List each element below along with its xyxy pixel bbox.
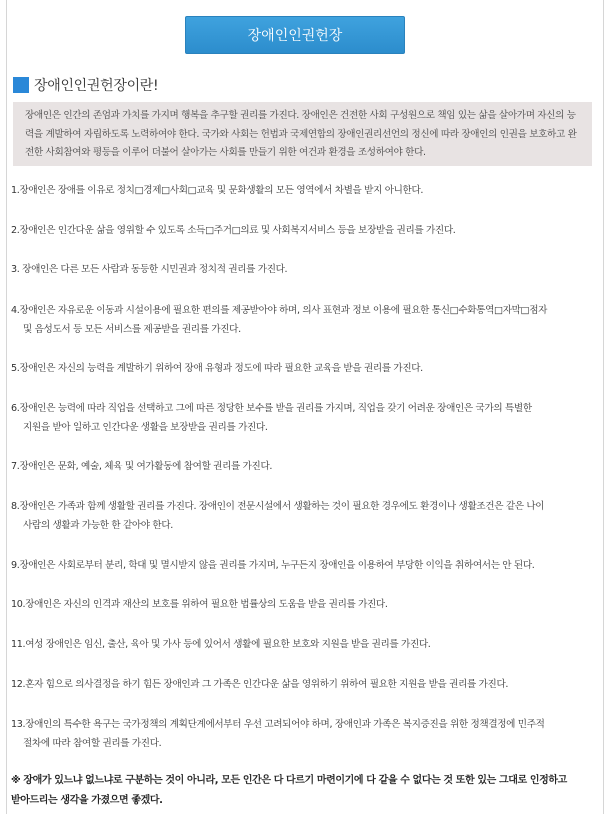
article-1-line1: 1.장애인은 장애를 이유로 정치□경제□사회□교육 및 문화생활의 모든 영역에서 차별을 받지 아니한다. — [11, 185, 424, 196]
article-3-line1: 3. 장애인은 다른 모든 사람과 동등한 시민권과 정치적 권리를 가진다. — [11, 264, 288, 275]
article-6 — [11, 399, 595, 437]
article-3 — [11, 260, 595, 279]
article-13 — [11, 715, 595, 753]
section-heading — [13, 76, 158, 94]
article-12-line1: 12.혼자 힘으로 의사결정을 하기 힘든 장애인과 그 가족은 인간다운 삶을 영위하기 위하여 필요한 지원을 받을 권리를 가진다. — [11, 679, 509, 690]
article-7-line1: 7.장애인은 문화, 예술, 체육 및 여가활동에 참여할 권리를 가진다. — [11, 461, 273, 472]
article-10-line1: 10.장애인은 자신의 인격과 재산의 보호를 위하여 필요한 법률상의 도움을 받을 권리를 가진다. — [11, 599, 388, 610]
closing-note — [11, 771, 595, 811]
closing-note-line1: ※ 장애가 있느냐 없느냐로 구분하는 것이 아니라, 모든 인간은 다 다르기 마련이기에 다 같을 수 없다는 것 또한 있는 그대로 인정하고 — [11, 775, 567, 786]
article-11-line1: 11.여성 장애인은 임신, 출산, 육아 및 가사 등에 있어서 생활에 필요한 보호와 지원을 받을 권리를 가진다. — [11, 639, 431, 650]
article-8-line1: 8.장애인은 가족과 함께 생활할 권리를 가진다. 장애인이 전문시설에서 생활하는 것이 필요한 경우에도 환경이나 생활조건은 같은 나이 — [11, 501, 545, 512]
article-8-line2: 사람의 생활과 가능한 한 같아야 한다. — [23, 520, 173, 531]
article-13-line1: 13.장애인의 특수한 욕구는 국가정책의 계획단계에서부터 우선 고려되어야 하며, 장애인과 가족은 복지증진을 위한 정책결정에 민주적 — [11, 719, 545, 730]
closing-note-line2: 받아드리는 생각을 가졌으면 좋겠다. — [11, 795, 163, 806]
article-2-line1: 2.장애인은 인간다운 삶을 영위할 수 있도록 소득□주거□의료 및 사회복지서비스 등을 보장받을 권리를 가진다. — [11, 225, 456, 236]
article-9 — [11, 556, 595, 575]
intro-paragraph: 장애인은 인간의 존엄과 가치를 가지며 행복을 추구할 권리를 가진다. 장애인은 건전한 사회 구성원으로 책임 있는 삶을 살아가며 자신의 능력을 계발하여 자립하도록 노력하여야 한다. 국가와 사회는 헌법과 국제연합의 장애인권리선언의 정신에 따라 장애인의 인권을 보호하고 완전한 사회참여와 평등을 이루어 더불어 살아가는 사회를 만들기 위한 여건과 환경을 조성하여야 한다. — [13, 102, 592, 166]
article-7 — [11, 457, 595, 476]
article-5-line1: 5.장애인은 자신의 능력을 계발하기 위하여 장애 유형과 정도에 따라 필요한 교육을 받을 권리를 가진다. — [11, 363, 423, 374]
article-2 — [11, 221, 595, 240]
article-4-line2: 및 음성도서 등 모든 서비스를 제공받을 권리를 가진다. — [23, 324, 241, 335]
article-5 — [11, 359, 595, 378]
article-6-line2: 지원을 받아 일하고 인간다운 생활을 보장받을 권리를 가진다. — [23, 422, 268, 433]
article-10 — [11, 595, 595, 614]
square-bullet-icon — [13, 77, 29, 93]
article-9-line1: 9.장애인은 사회로부터 분리, 학대 및 멸시받지 않을 권리를 가지며, 누구든지 장애인을 이용하여 부당한 이익을 취하여서는 안 된다. — [11, 560, 535, 571]
article-13-line2: 절차에 따라 참여할 권리를 가진다. — [23, 738, 162, 749]
article-8 — [11, 497, 595, 535]
article-12 — [11, 675, 595, 694]
charter-title-button[interactable]: 장애인인권헌장 — [185, 16, 405, 54]
article-4 — [11, 301, 595, 339]
article-1 — [11, 181, 595, 200]
article-11 — [11, 635, 595, 654]
section-heading-text: 장애인인권헌장이란! — [34, 78, 159, 94]
article-4-line1: 4.장애인은 자유로운 이동과 시설이용에 필요한 편의를 제공받아야 하며, 의사 표현과 정보 이용에 필요한 통신□수화통역□자막□점자 — [11, 305, 548, 316]
article-6-line1: 6.장애인은 능력에 따라 직업을 선택하고 그에 따른 정당한 보수를 받을 권리를 가지며, 직업을 갖기 어려운 장애인은 국가의 특별한 — [11, 403, 532, 414]
